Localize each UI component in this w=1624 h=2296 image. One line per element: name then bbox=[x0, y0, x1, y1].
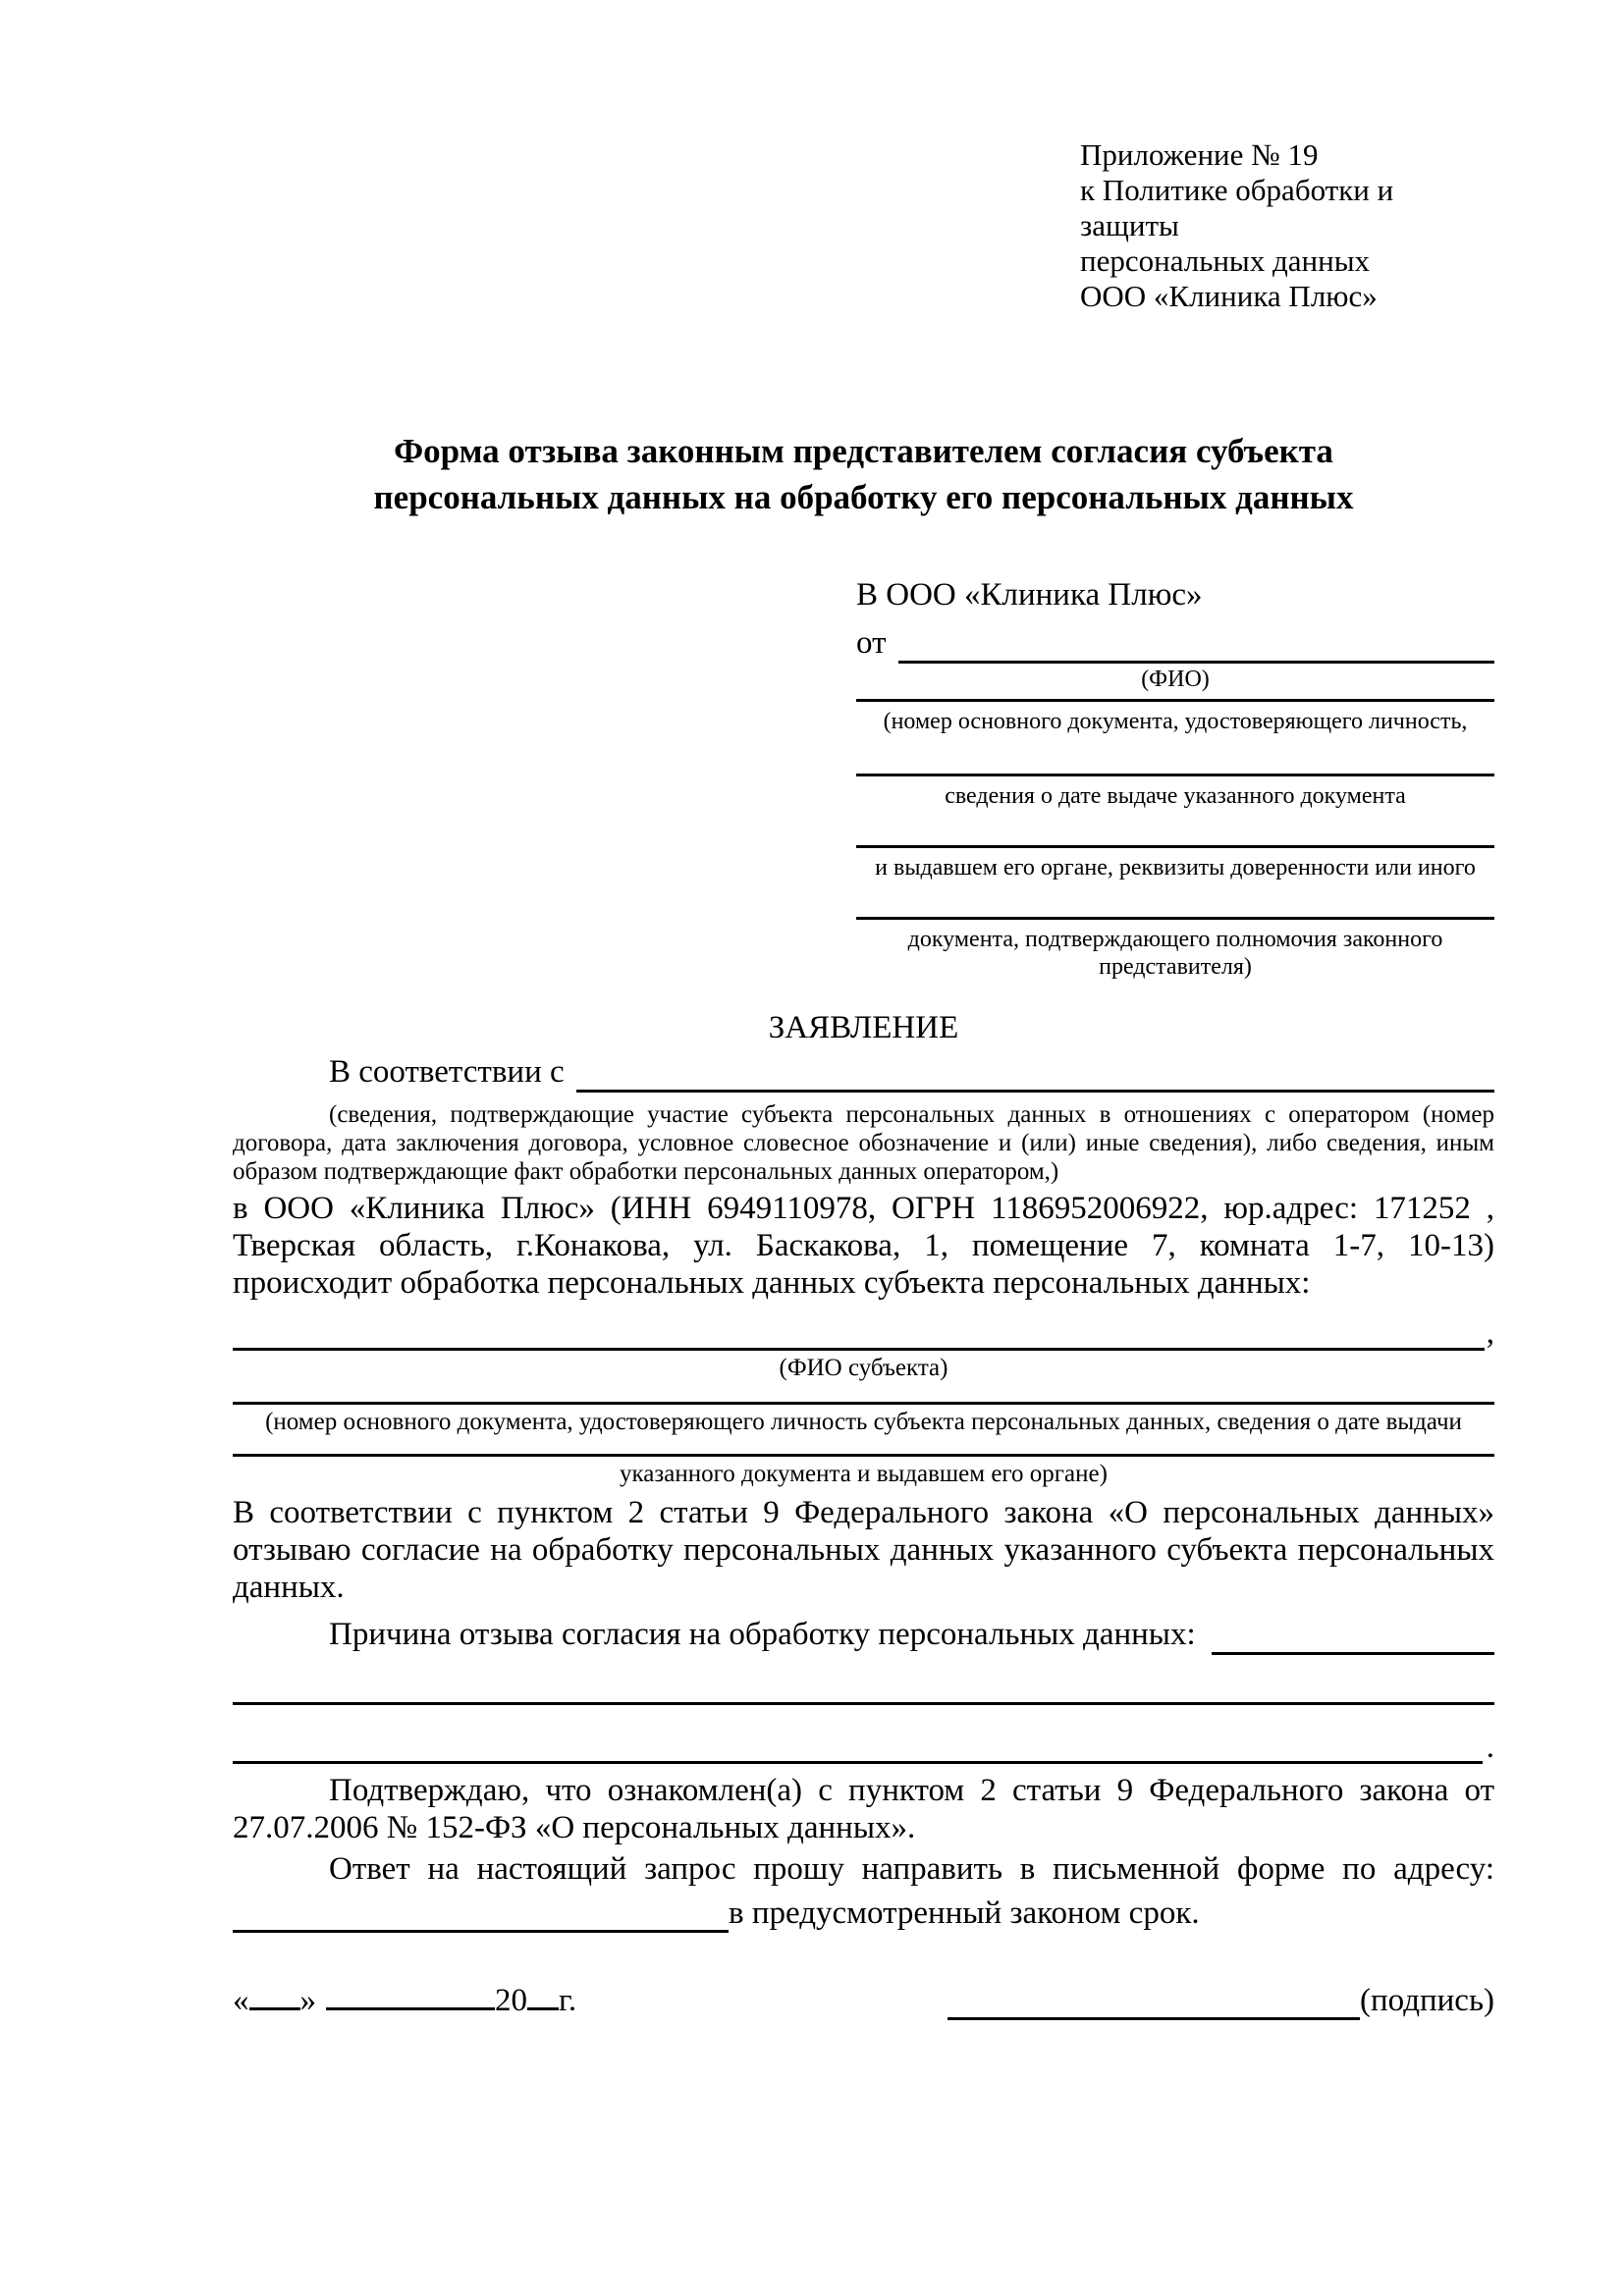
document-title bbox=[233, 428, 1494, 520]
date-year-prefix: 20 bbox=[495, 1983, 527, 2018]
addressee-organization: В ООО «Клиника Плюс» bbox=[856, 577, 1203, 613]
field-caption: (номер основного документа, удостоверяющего личность, bbox=[883, 709, 1468, 734]
line-period: . bbox=[1486, 1730, 1494, 1765]
authority-document-field-line[interactable] bbox=[856, 917, 1494, 920]
subject-document-caption-line1: (номер основного документа, удостоверяющего личность субъекта персональных данных, сведения о дате выдачи bbox=[265, 1409, 1462, 1435]
reason-continuation-row2 bbox=[233, 1731, 1494, 1764]
date-year-suffix: г. bbox=[559, 1983, 577, 2018]
footer-row bbox=[233, 1978, 1494, 2020]
subject-fio-comma: , bbox=[1486, 1315, 1494, 1351]
basis-field-line[interactable] bbox=[576, 1090, 1494, 1093]
reason-prefix: Причина отзыва согласия на обработку персональных данных: bbox=[329, 1617, 1196, 1652]
confirm-paragraph: Подтверждаю, что ознакомлен(а) с пунктом 2 статьи 9 Федерального закона от 27.07.2006 № 152-ФЗ «О персональных данных». bbox=[233, 1773, 1494, 1845]
according-prefix: В соответствии с bbox=[329, 1054, 565, 1090]
addressee-block bbox=[856, 575, 1494, 981]
signature-caption: (подпись) bbox=[1360, 1983, 1494, 2018]
date-group bbox=[233, 1978, 576, 2020]
date-year-field-line[interactable] bbox=[527, 1978, 559, 2010]
appendix-header bbox=[1080, 137, 1494, 314]
appendix-header-line: к Политике обработки и защиты bbox=[1080, 173, 1394, 242]
from-label: от bbox=[856, 625, 887, 661]
reply-suffix: в предусмотренный законом срок. bbox=[729, 1896, 1200, 1931]
operator-paragraph: в ООО «Клиника Плюс» (ИНН 6949110978, ОГРН 1186952006922, юр.адрес: 171252 , Тверская область, г.Конакова, ул. Баскакова, 1, помещение 7, комната 1-7, 10-13) происходит обработка персональных данных субъекта персональных данных: bbox=[233, 1191, 1494, 1301]
reason-row bbox=[233, 1614, 1494, 1655]
field-caption: и выдавшем его органе, реквизиты доверенности или иного bbox=[875, 855, 1476, 881]
subject-fio-caption: (ФИО субъекта) bbox=[779, 1355, 948, 1381]
subject-fio-field-line[interactable] bbox=[233, 1348, 1485, 1351]
signature-group bbox=[947, 1981, 1494, 2020]
reason-continuation-field-line2[interactable] bbox=[233, 1761, 1483, 1764]
date-month-field-line[interactable] bbox=[326, 1978, 495, 2010]
basis-fine-print: (сведения, подтверждающие участие субъекта персональных данных в отношениях с оператором (номер договора, дата заключения договора, условное словесное обозначение и (или) иные сведения), либо сведения, иным образом подтверждающие факт обработки персональных данных оператором,) bbox=[233, 1101, 1494, 1185]
subject-fio-row bbox=[233, 1315, 1494, 1351]
fio-caption: (ФИО) bbox=[1141, 667, 1210, 692]
withdraw-paragraph: В соответствии с пунктом 2 статьи 9 Федерального закона «О персональных данных» отзываю согласие на обработку персональных данных указанного субъекта персональных данных. bbox=[233, 1495, 1494, 1605]
reply-address-field-line[interactable] bbox=[233, 1896, 729, 1933]
appendix-header-line: Приложение № 19 bbox=[1080, 137, 1319, 172]
document-title-line1: Форма отзыва законным представителем согласия субъекта bbox=[394, 432, 1333, 470]
issuing-authority-field-line[interactable] bbox=[856, 845, 1494, 848]
subject-document-caption-line2: указанного документа и выдавшем его органе) bbox=[620, 1461, 1108, 1487]
signature-field-line[interactable] bbox=[947, 1988, 1360, 2020]
representative-fio-field-line[interactable] bbox=[898, 661, 1495, 664]
reason-continuation-field-line[interactable] bbox=[233, 1702, 1494, 1705]
subject-document-field-line[interactable] bbox=[233, 1402, 1494, 1405]
from-row bbox=[856, 622, 1494, 664]
field-caption: документа, подтверждающего полномочия законного представителя) bbox=[907, 927, 1443, 980]
date-open-quote: « bbox=[233, 1983, 249, 2018]
reason-field-line[interactable] bbox=[1212, 1652, 1494, 1655]
field-caption: сведения о дате выдаче указанного документа bbox=[945, 783, 1406, 809]
reply-address-row bbox=[233, 1894, 1494, 1933]
statement-heading: ЗАЯВЛЕНИЕ bbox=[768, 1010, 959, 1045]
subject-document-field-line2[interactable] bbox=[233, 1454, 1494, 1457]
appendix-header-line: персональных данных bbox=[1080, 243, 1371, 278]
document-issue-date-field-line[interactable] bbox=[856, 774, 1494, 776]
appendix-header-line: ООО «Клиника Плюс» bbox=[1080, 279, 1378, 313]
date-day-field-line[interactable] bbox=[249, 1978, 300, 2010]
date-close-quote: » bbox=[299, 1983, 316, 2018]
representative-document-field-line[interactable] bbox=[856, 699, 1494, 702]
according-row bbox=[233, 1051, 1494, 1093]
document-title-line2: персональных данных на обработку его персональных данных bbox=[373, 478, 1354, 516]
reply-prefix-paragraph: Ответ на настоящий запрос прошу направить в письменной форме по адресу: bbox=[329, 1851, 1494, 1887]
